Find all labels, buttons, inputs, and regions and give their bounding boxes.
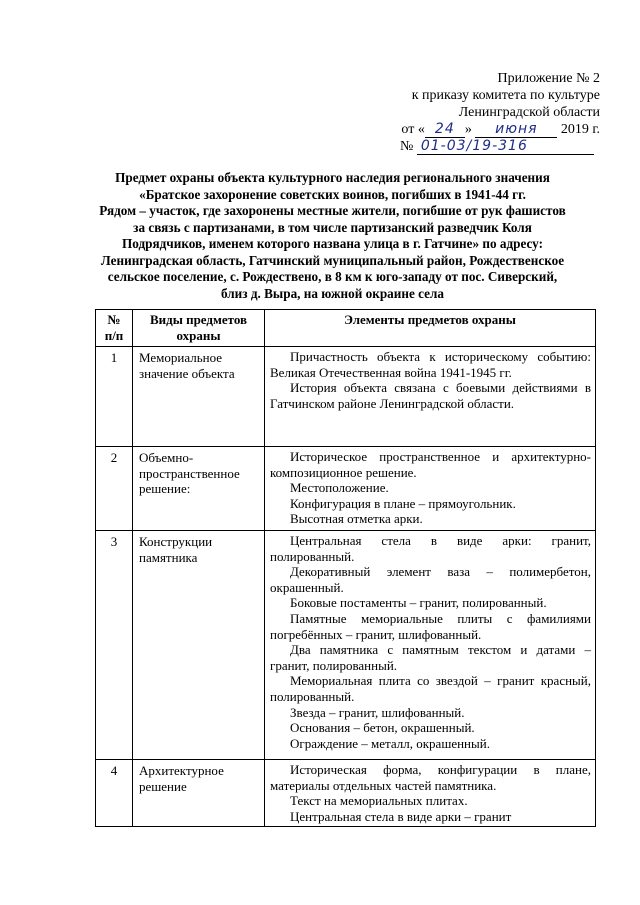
date-day-field — [425, 122, 465, 138]
row-number: 1 — [96, 347, 133, 447]
title-line: Ленинградская область, Гатчинский муниципальный район, Рождественское — [100, 252, 565, 268]
element-item: Местоположение. — [290, 480, 389, 496]
element-item: История объекта связана с боевыми действиями в Гатчинском районе Ленинградской области. — [270, 380, 591, 411]
date-separator: » — [464, 122, 472, 137]
element-item: Памятные мемориальные плиты с фамилиями погребённых – гранит, шлифованный. — [270, 610, 591, 642]
appendix-number: Приложение № 2 — [497, 71, 600, 86]
order-number — [360, 138, 600, 155]
element-item: Два памятника с памятным текстом и датами – гранит, полированный. — [270, 642, 591, 673]
appendix-order-ref: к приказу комитета по культуре — [411, 88, 600, 103]
element-item: Центральная стела в виде арки – гранит — [290, 808, 512, 824]
order-number-field — [417, 139, 594, 155]
protection-subject-table — [95, 309, 596, 827]
header-kind: Виды предметов охраны — [133, 310, 265, 347]
date-day-handwritten: 24 — [434, 121, 455, 137]
table-row — [96, 760, 596, 827]
number-prefix: № — [400, 139, 414, 154]
date-month-handwritten: июня — [495, 121, 538, 137]
header-elements: Элементы предметов охраны — [265, 310, 596, 347]
row-elements — [265, 531, 596, 760]
element-item: Текст на мемориальных плитах. — [290, 793, 468, 809]
header-number-sign: № — [107, 312, 121, 327]
title-line: близ д. Выра, на южной окраине села — [221, 285, 444, 301]
table-row — [96, 447, 596, 531]
table-header-row — [96, 310, 596, 347]
title-line: «Братское захоронение советских воинов, погибших в 1941-44 гг. — [139, 186, 526, 202]
appendix-region: Ленинградской области — [458, 105, 600, 120]
element-item: Звезда – гранит, шлифованный. — [290, 704, 465, 720]
title-line: сельское поселение, с. Рождествено, в 8 км к юго-западу от пос. Сиверский, — [107, 269, 558, 284]
element-item: Историческое пространственное и архитектурно- композиционное решение. — [270, 449, 591, 480]
date-year: 2019 г. — [560, 122, 600, 137]
row-elements — [265, 347, 596, 447]
row-number: 3 — [96, 531, 133, 760]
element-item: Высотная отметка арки. — [290, 511, 423, 527]
row-kind: Конструкции памятника — [133, 531, 265, 760]
element-item: Центральная стела в виде арки: гранит, полированный. — [270, 533, 591, 564]
title-line: Подрядчиков, именем которого названа улица в г. Гатчине» по адресу: — [122, 236, 543, 251]
row-number: 2 — [96, 447, 133, 531]
table-row — [96, 531, 596, 760]
appendix-block — [360, 70, 600, 155]
order-number-handwritten: 01-03/19-316 — [420, 138, 528, 154]
element-item: Причастность объекта к историческому событию: Великая Отечественная война 1941-1945 гг. — [270, 349, 591, 380]
element-item: Ограждение – металл, окрашенный. — [290, 735, 490, 751]
date-month-field — [475, 122, 557, 138]
element-item: Конфигурация в плане – прямоугольник. — [290, 495, 516, 511]
element-item: Мемориальная плита со звездой – гранит красный, полированный. — [270, 673, 591, 704]
row-elements — [265, 447, 596, 531]
title-line: за связь с партизанами, в том числе партизанский разведчик Коля — [133, 219, 532, 235]
document-title — [70, 170, 595, 302]
row-kind: Мемориальное значение объекта — [133, 347, 265, 447]
row-number: 4 — [96, 760, 133, 827]
title-line: Рядом – участок, где захоронены местные жители, погибшие от рук фашистов — [99, 203, 566, 218]
element-item: Боковые постаменты – гранит, полированный. — [290, 595, 547, 611]
row-kind: Архитектурное решение — [133, 760, 265, 827]
header-number-abbr: п/п — [104, 327, 124, 343]
element-item: Декоративный элемент ваза – полимербетон, окрашенный. — [270, 564, 591, 595]
date-prefix: от « — [401, 122, 425, 137]
element-item: Историческая форма, конфигурации в плане, материалы отдельных частей памятника. — [270, 762, 591, 793]
header-number — [96, 310, 133, 347]
order-date — [360, 121, 600, 138]
row-kind: Объемно-пространственное решение: — [133, 447, 265, 531]
table-row — [96, 347, 596, 447]
row-elements — [265, 760, 596, 827]
title-line: Предмет охраны объекта культурного наследия регионального значения — [115, 170, 550, 185]
element-item: Основания – бетон, окрашенный. — [290, 720, 475, 736]
